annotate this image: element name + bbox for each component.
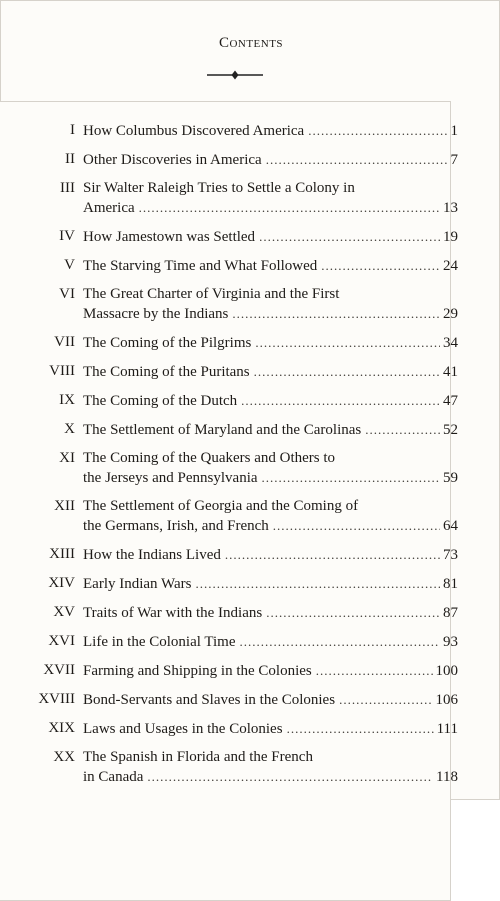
contents-entry bbox=[1, 227, 500, 247]
chapter-title-text: America bbox=[83, 200, 135, 216]
chapter-number: IX bbox=[59, 392, 75, 408]
chapter-number: XI bbox=[59, 450, 75, 466]
page-number: 7 bbox=[450, 152, 458, 168]
dot-leader bbox=[262, 468, 440, 487]
chapter-title-text: The Coming of the Pilgrims bbox=[83, 335, 252, 351]
contents-entry bbox=[1, 748, 500, 787]
page-number: 73 bbox=[443, 547, 458, 563]
chapter-number: IV bbox=[59, 228, 75, 244]
dot-leader bbox=[225, 545, 440, 564]
chapter-title-final-line bbox=[83, 574, 458, 594]
dot-leader bbox=[321, 256, 440, 275]
chapter-title-text: Bond-Servants and Slaves in the Colonies bbox=[83, 692, 336, 708]
chapter-title-final-line bbox=[83, 198, 458, 218]
contents-list bbox=[1, 121, 500, 796]
chapter-title-text: The Coming of the Dutch bbox=[83, 393, 238, 409]
chapter-number: XVI bbox=[48, 633, 75, 649]
chapter-title-text: the Germans, Irish, and French bbox=[83, 518, 269, 534]
page-number: 111 bbox=[436, 721, 458, 737]
page-number: 34 bbox=[443, 335, 458, 351]
chapter-number: X bbox=[64, 421, 75, 437]
chapter-title-block bbox=[83, 362, 458, 382]
contents-entry bbox=[1, 449, 500, 488]
chapter-title-block bbox=[83, 449, 458, 488]
dot-leader bbox=[266, 150, 448, 169]
dot-leader bbox=[365, 420, 440, 439]
chapter-title-text: Massacre by the Indians bbox=[83, 306, 229, 322]
contents-entry bbox=[1, 391, 500, 411]
chapter-title-block bbox=[83, 545, 458, 565]
chapter-title-final-line bbox=[83, 227, 458, 247]
chapter-title-final-line bbox=[83, 256, 458, 276]
chapter-title-line: The Settlement of Georgia and the Coming of bbox=[83, 498, 359, 514]
chapter-title-final-line bbox=[83, 150, 458, 170]
contents-entry bbox=[1, 497, 500, 536]
contents-entry bbox=[1, 661, 500, 681]
dot-leader bbox=[273, 516, 440, 535]
chapter-number: XII bbox=[54, 498, 75, 514]
dot-leader bbox=[232, 304, 440, 323]
page-number: 1 bbox=[450, 123, 458, 139]
chapter-title-text: Farming and Shipping in the Colonies bbox=[83, 663, 312, 679]
chapter-title-block bbox=[83, 285, 458, 324]
contents-entry bbox=[1, 574, 500, 594]
chapter-title-text: The Settlement of Maryland and the Carolinas bbox=[83, 422, 362, 438]
dot-leader bbox=[255, 333, 440, 352]
contents-entry bbox=[1, 362, 500, 382]
dot-leader bbox=[259, 227, 440, 246]
chapter-title-final-line bbox=[83, 391, 458, 411]
dot-leader bbox=[147, 767, 433, 786]
chapter-title-text: The Coming of the Puritans bbox=[83, 364, 250, 380]
chapter-title-final-line bbox=[83, 719, 458, 739]
page-number: 41 bbox=[443, 364, 458, 380]
chapter-title-block bbox=[83, 690, 458, 710]
chapter-title-text: How Columbus Discovered America bbox=[83, 123, 305, 139]
chapter-title-block bbox=[83, 574, 458, 594]
chapter-title-text: Early Indian Wars bbox=[83, 576, 192, 592]
page-number: 24 bbox=[443, 258, 458, 274]
chapter-title-final-line bbox=[83, 632, 458, 652]
chapter-title-line: The Coming of the Quakers and Others to bbox=[83, 450, 336, 466]
contents-entry bbox=[1, 121, 500, 141]
contents-entry bbox=[1, 719, 500, 739]
contents-entry bbox=[1, 603, 500, 623]
dot-leader bbox=[308, 121, 447, 140]
chapter-number: XVII bbox=[43, 662, 75, 678]
chapter-title-block bbox=[83, 391, 458, 411]
chapter-title-line: Sir Walter Raleigh Tries to Settle a Colony in bbox=[83, 180, 355, 196]
chapter-title-block bbox=[83, 150, 458, 170]
ornament-divider-icon bbox=[207, 70, 263, 80]
chapter-title-final-line bbox=[83, 362, 458, 382]
chapter-title-text: How Jamestown was Settled bbox=[83, 229, 256, 245]
chapter-title-block bbox=[83, 603, 458, 623]
chapter-title-final-line bbox=[83, 767, 458, 787]
page-number: 93 bbox=[443, 634, 458, 650]
chapter-title-block bbox=[83, 719, 458, 739]
chapter-title-block bbox=[83, 121, 458, 141]
chapter-title-block bbox=[83, 632, 458, 652]
page-number: 19 bbox=[443, 229, 458, 245]
chapter-title-block bbox=[83, 179, 458, 218]
chapter-title-block bbox=[83, 661, 458, 681]
page-number: 106 bbox=[435, 692, 458, 708]
chapter-title-final-line bbox=[83, 420, 458, 440]
chapter-title-block bbox=[83, 256, 458, 276]
chapter-number: XIII bbox=[49, 546, 75, 562]
dot-leader bbox=[287, 719, 434, 738]
chapter-title-line: The Great Charter of Virginia and the First bbox=[83, 286, 340, 302]
chapter-title-final-line bbox=[83, 333, 458, 353]
chapter-title-final-line bbox=[83, 545, 458, 565]
page-title: Contents bbox=[218, 35, 284, 51]
page-number: 118 bbox=[436, 769, 458, 785]
chapter-number: III bbox=[60, 180, 75, 196]
chapter-number: XVIII bbox=[38, 691, 75, 707]
page-number: 47 bbox=[443, 393, 458, 409]
dot-leader bbox=[139, 198, 440, 217]
chapter-title-final-line bbox=[83, 661, 458, 681]
chapter-title-final-line bbox=[83, 603, 458, 623]
page-number: 81 bbox=[443, 576, 458, 592]
dot-leader bbox=[195, 574, 440, 593]
chapter-title-text: the Jerseys and Pennsylvania bbox=[83, 470, 258, 486]
contents-entry bbox=[1, 256, 500, 276]
page-number: 100 bbox=[435, 663, 458, 679]
dot-leader bbox=[266, 603, 440, 622]
chapter-title-final-line bbox=[83, 690, 458, 710]
page-number: 64 bbox=[443, 518, 458, 534]
contents-entry bbox=[1, 545, 500, 565]
chapter-title-text: How the Indians Lived bbox=[83, 547, 221, 563]
chapter-title-text: Traits of War with the Indians bbox=[83, 605, 263, 621]
chapter-title-line: The Spanish in Florida and the French bbox=[83, 749, 313, 765]
dot-leader bbox=[240, 632, 441, 651]
chapter-title-text: The Starving Time and What Followed bbox=[83, 258, 318, 274]
page-number: 59 bbox=[443, 470, 458, 486]
contents-entry bbox=[1, 285, 500, 324]
chapter-title-text: in Canada bbox=[83, 769, 144, 785]
page-number: 87 bbox=[443, 605, 458, 621]
dot-leader bbox=[339, 690, 432, 709]
chapter-title-final-line bbox=[83, 516, 458, 536]
chapter-title-text: Laws and Usages in the Colonies bbox=[83, 721, 283, 737]
chapter-title-block bbox=[83, 333, 458, 353]
dot-leader bbox=[254, 362, 440, 381]
chapter-title-final-line bbox=[83, 304, 458, 324]
chapter-title-block bbox=[83, 748, 458, 787]
chapter-title-block bbox=[83, 227, 458, 247]
chapter-title-block bbox=[83, 497, 458, 536]
chapter-number: II bbox=[65, 151, 75, 167]
contents-entry bbox=[1, 150, 500, 170]
dot-leader bbox=[316, 661, 433, 680]
contents-entry bbox=[1, 333, 500, 353]
page-number: 52 bbox=[443, 422, 458, 438]
chapter-title-text: Life in the Colonial Time bbox=[83, 634, 236, 650]
contents-entry bbox=[1, 690, 500, 710]
chapter-number: V bbox=[64, 257, 75, 273]
chapter-title-text: Other Discoveries in America bbox=[83, 152, 262, 168]
chapter-number: VIII bbox=[49, 363, 75, 379]
chapter-number: VII bbox=[54, 334, 75, 350]
chapter-number: XIX bbox=[48, 720, 75, 736]
chapter-title-final-line bbox=[83, 121, 458, 141]
chapter-number: XIV bbox=[48, 575, 75, 591]
chapter-title-final-line bbox=[83, 468, 458, 488]
chapter-title-block bbox=[83, 420, 458, 440]
contents-entry bbox=[1, 632, 500, 652]
contents-entry bbox=[1, 420, 500, 440]
dot-leader bbox=[241, 391, 440, 410]
page-number: 13 bbox=[443, 200, 458, 216]
chapter-number: VI bbox=[59, 286, 75, 302]
contents-entry bbox=[1, 179, 500, 218]
chapter-number: I bbox=[70, 122, 75, 138]
chapter-number: XX bbox=[53, 749, 75, 765]
chapter-number: XV bbox=[53, 604, 75, 620]
page-number: 29 bbox=[443, 306, 458, 322]
